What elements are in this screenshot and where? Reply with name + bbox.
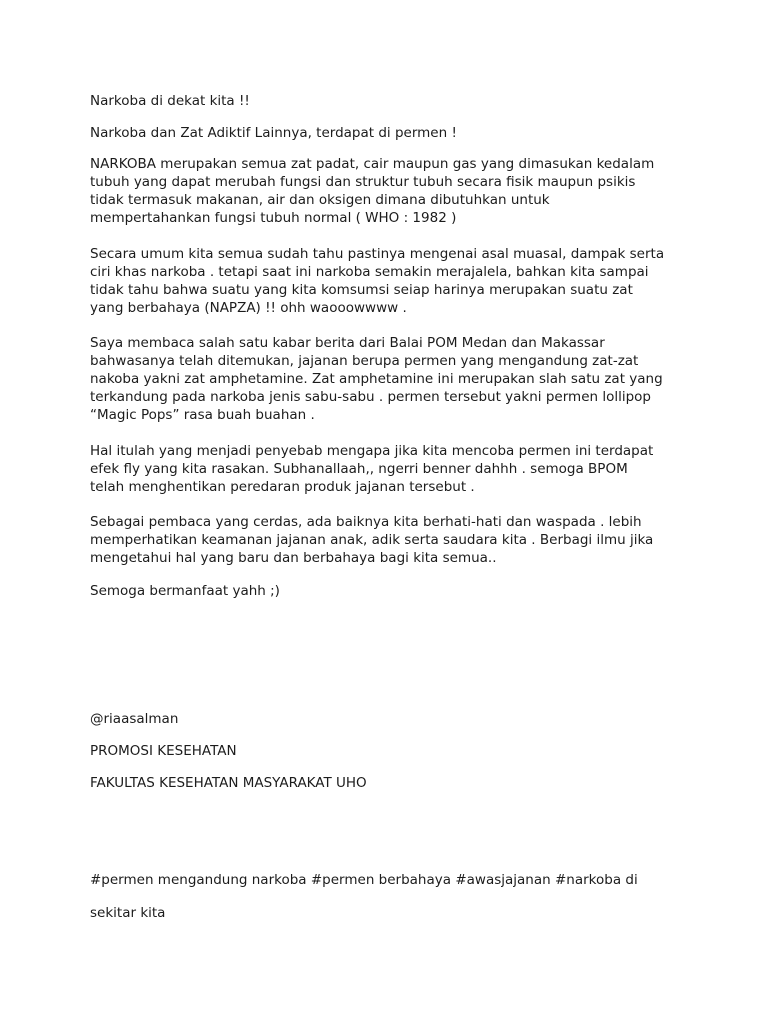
paragraph-line: nakoba yakni zat amphetamine. Zat amphetamine ini merupakan slah satu zat yang	[90, 371, 663, 387]
paragraph-line: memperhatikan keamanan jajanan anak, adik serta saudara kita . Berbagi ilmu jika	[90, 532, 654, 548]
hashtags-line: #permen mengandung narkoba #permen berbahaya #awasjajanan #narkoba di	[90, 872, 638, 888]
paragraph-advice	[90, 513, 690, 567]
hashtags-line-continued: sekitar kita	[90, 905, 166, 921]
paragraph-line: “Magic Pops” rasa buah buahan .	[90, 407, 315, 423]
document-subtitle: Narkoba dan Zat Adiktif Lainnya, terdapat di permen !	[90, 125, 457, 141]
paragraph-line: tidak tahu bahwa suatu yang kita komsumsi seiap harinya merupakan suatu zat	[90, 282, 633, 298]
program-name: PROMOSI KESEHATAN	[90, 743, 237, 759]
paragraph-line: yang berbahaya (NAPZA) !! ohh waooowwww .	[90, 300, 407, 316]
paragraph-line: efek fly yang kita rasakan. Subhanallaah,, ngerri benner dahhh . semoga BPOM	[90, 461, 628, 477]
paragraph-definition	[90, 155, 690, 227]
paragraph-line: tidak termasuk makanan, air dan oksigen dimana dibutuhkan untuk	[90, 192, 550, 208]
paragraph-news-report	[90, 334, 690, 424]
paragraph-effects	[90, 442, 690, 496]
paragraph-line: Saya membaca salah satu kabar berita dari Balai POM Medan dan Makassar	[90, 335, 605, 351]
paragraph-line: Sebagai pembaca yang cerdas, ada baiknya kita berhati-hati dan waspada . lebih	[90, 514, 642, 530]
closing-line: Semoga bermanfaat yahh ;)	[90, 583, 280, 599]
faculty-name: FAKULTAS KESEHATAN MASYARAKAT UHO	[90, 775, 367, 791]
paragraph-line: NARKOBA merupakan semua zat padat, cair maupun gas yang dimasukan kedalam	[90, 156, 655, 172]
paragraph-line: tubuh yang dapat merubah fungsi dan struktur tubuh secara fisik maupun psikis	[90, 174, 636, 190]
paragraph-line: Secara umum kita semua sudah tahu pastinya mengenai asal muasal, dampak serta	[90, 246, 665, 262]
paragraph-line: ciri khas narkoba . tetapi saat ini narkoba semakin merajalela, bahkan kita sampai	[90, 264, 649, 280]
document-title: Narkoba di dekat kita !!	[90, 93, 250, 109]
paragraph-line: bahwasanya telah ditemukan, jajanan berupa permen yang mengandung zat-zat	[90, 353, 639, 369]
paragraph-general-knowledge	[90, 245, 690, 317]
paragraph-line: mengetahui hal yang baru dan berbahaya bagi kita semua..	[90, 550, 497, 566]
paragraph-line: mempertahankan fungsi tubuh normal ( WHO : 1982 )	[90, 210, 457, 226]
author-handle: @riaasalman	[90, 711, 179, 727]
paragraph-line: terkandung pada narkoba jenis sabu-sabu . permen tersebut yakni permen lollipop	[90, 389, 652, 405]
paragraph-line: Hal itulah yang menjadi penyebab mengapa jika kita mencoba permen ini terdapat	[90, 443, 654, 459]
paragraph-line: telah menghentikan peredaran produk jajanan tersebut .	[90, 479, 475, 495]
